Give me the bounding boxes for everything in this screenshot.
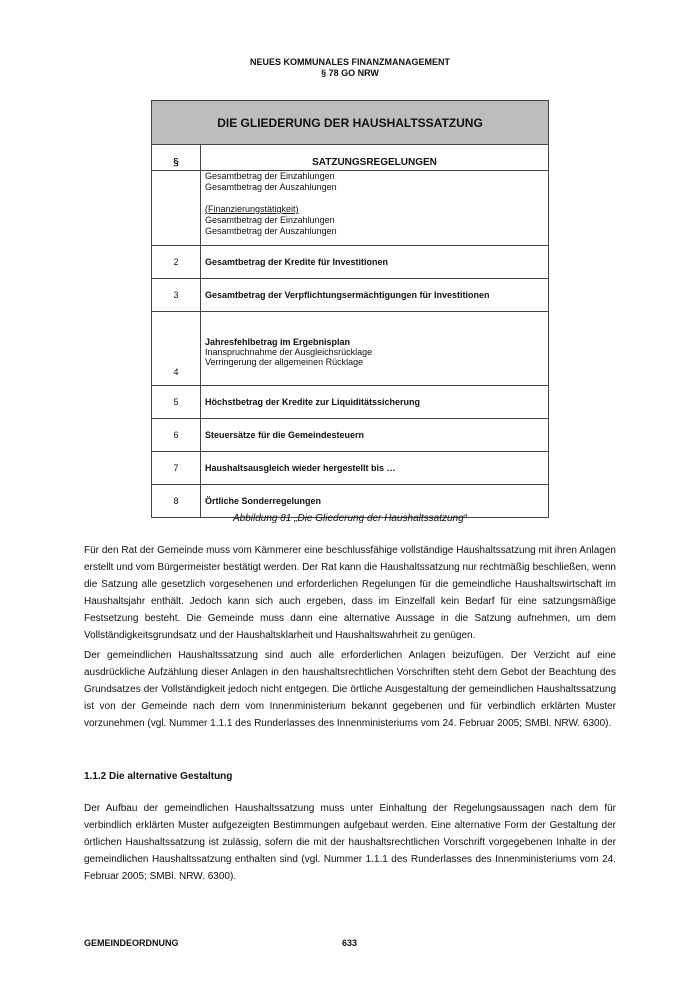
page-number: 633 [342, 938, 358, 948]
row-number: 2 [152, 246, 201, 279]
row-line: Inanspruchnahme der Ausgleichsrücklage [205, 346, 373, 357]
row-line: Verringerung der allgemeinen Rücklage [205, 356, 364, 367]
header-line-1: NEUES KOMMUNALES FINANZMANAGEMENT [250, 57, 450, 67]
column-header-paragraph: § [152, 145, 201, 171]
table-row [152, 312, 549, 386]
table-row [152, 419, 549, 452]
table-row [152, 246, 549, 279]
row-line: Jahresfehlbetrag im Ergebnisplan [205, 336, 351, 347]
row-number: 7 [152, 452, 201, 485]
page-header [0, 57, 700, 79]
table-row [152, 171, 549, 246]
footer-title: GEMEINDEORDNUNG [84, 938, 179, 948]
structure-table [151, 100, 549, 518]
row-number: 5 [152, 386, 201, 419]
row-text [201, 312, 549, 386]
table-row [152, 279, 549, 312]
table-row [152, 452, 549, 485]
paragraph-2: Der gemeindlichen Haushaltssatzung sind auch alle erforderlichen Anlagen beizufügen. Der Verzicht auf eine ausdrückliche Aufzählung dieser Anlagen in den haushaltsrechtlichen Vorschriften steht dem Gebot der Beachtung des Grundsatzes der Vollständigkeit jedoch nicht entgegen. Die örtliche Ausgestaltung der gemeindlichen Haushaltssatzung ist von der Gemeinde nach dem vom Innenministerium bekannt gegebenen und für verbindlich erklärten Muster vorzunehmen (vgl. Nummer 1.1.1 des Runderlasses des Innenministeriums vom 24. Februar 2005; SMBl. NRW. 6300). [84, 650, 616, 729]
row-number [152, 171, 201, 246]
paragraph-3: Der Aufbau der gemeindlichen Haushaltssatzung muss unter Einhaltung der Regelungsaussagen nach dem für verbindlich erklärten Muster aufgezeigten Bestimmungen aufgebaut werden. Eine alternative Form der Gestaltung der örtlichen Haushaltssatzung ist zulässig, sofern die mit der haushaltsrechtlichen Vorschrift vorgegebenen Inhalte in der gemeindlichen Haushaltssatzung enthalten sind (vgl. Nummer 1.1.1 des Runderlasses des Innenministeriums vom 24. Februar 2005; SMBl. NRW. 6300). [84, 803, 616, 882]
row-line: Gesamtbetrag der Auszahlungen [205, 182, 337, 192]
row-line: Gesamtbetrag der Einzahlungen [205, 215, 335, 225]
row-text: Gesamtbetrag der Kredite für Investitionen [201, 246, 549, 279]
row-text: Gesamtbetrag der Verpflichtungsermächtigungen für Investitionen [201, 279, 549, 312]
row-text: Haushaltsausgleich wieder hergestellt bis … [201, 452, 549, 485]
column-header-regulations: SATZUNGSREGELUNGEN [201, 145, 549, 171]
row-line: (Finanzierungstätigkeit) [205, 204, 299, 214]
paragraph-1: Für den Rat der Gemeinde muss vom Kämmerer eine beschlussfähige vollständige Haushaltssatzung mit ihren Anlagen erstellt und vom Bürgermeister bestätigt werden. Der Rat kann die Haushaltssatzung nur rechtmäßig beschließen, wenn die Satzung alle gesetzlich vorgesehenen und erforderlichen Regelungen für die gemeindliche Haushaltswirtschaft im Haushaltsjahr enthält. Jedoch kann sich auch ergeben, dass im Einzelfall kein Bedarf für eine satzungsmäßige Festsetzung besteht. Die Gemeinde muss dann eine alternative Aussage in die Satzung aufnehmen, um dem Vollständigkeitsgrundsatz und der Haushaltsklarheit und Haushaltswahrheit zu genügen. [84, 545, 616, 641]
row-text: Höchstbetrag der Kredite zur Liquiditätssicherung [201, 386, 549, 419]
table-title: DIE GLIEDERUNG DER HAUSHALTSSATZUNG [152, 101, 549, 145]
row-line: Gesamtbetrag der Einzahlungen [205, 171, 335, 181]
row-text: Steuersätze für die Gemeindesteuern [201, 419, 549, 452]
section-heading: 1.1.2 Die alternative Gestaltung [84, 771, 233, 782]
row-number: 6 [152, 419, 201, 452]
row-number: 3 [152, 279, 201, 312]
row-text [201, 171, 549, 246]
row-line: Gesamtbetrag der Auszahlungen [205, 226, 337, 236]
row-number: 8 [152, 485, 201, 518]
row-text: Örtliche Sonderregelungen [201, 485, 549, 518]
figure-caption: Abbildung 81 „Die Gliederung der Haushaltssatzung“ [232, 513, 468, 524]
table-row [152, 386, 549, 419]
row-number: 4 [152, 312, 201, 386]
header-line-2: § 78 GO NRW [321, 68, 379, 78]
